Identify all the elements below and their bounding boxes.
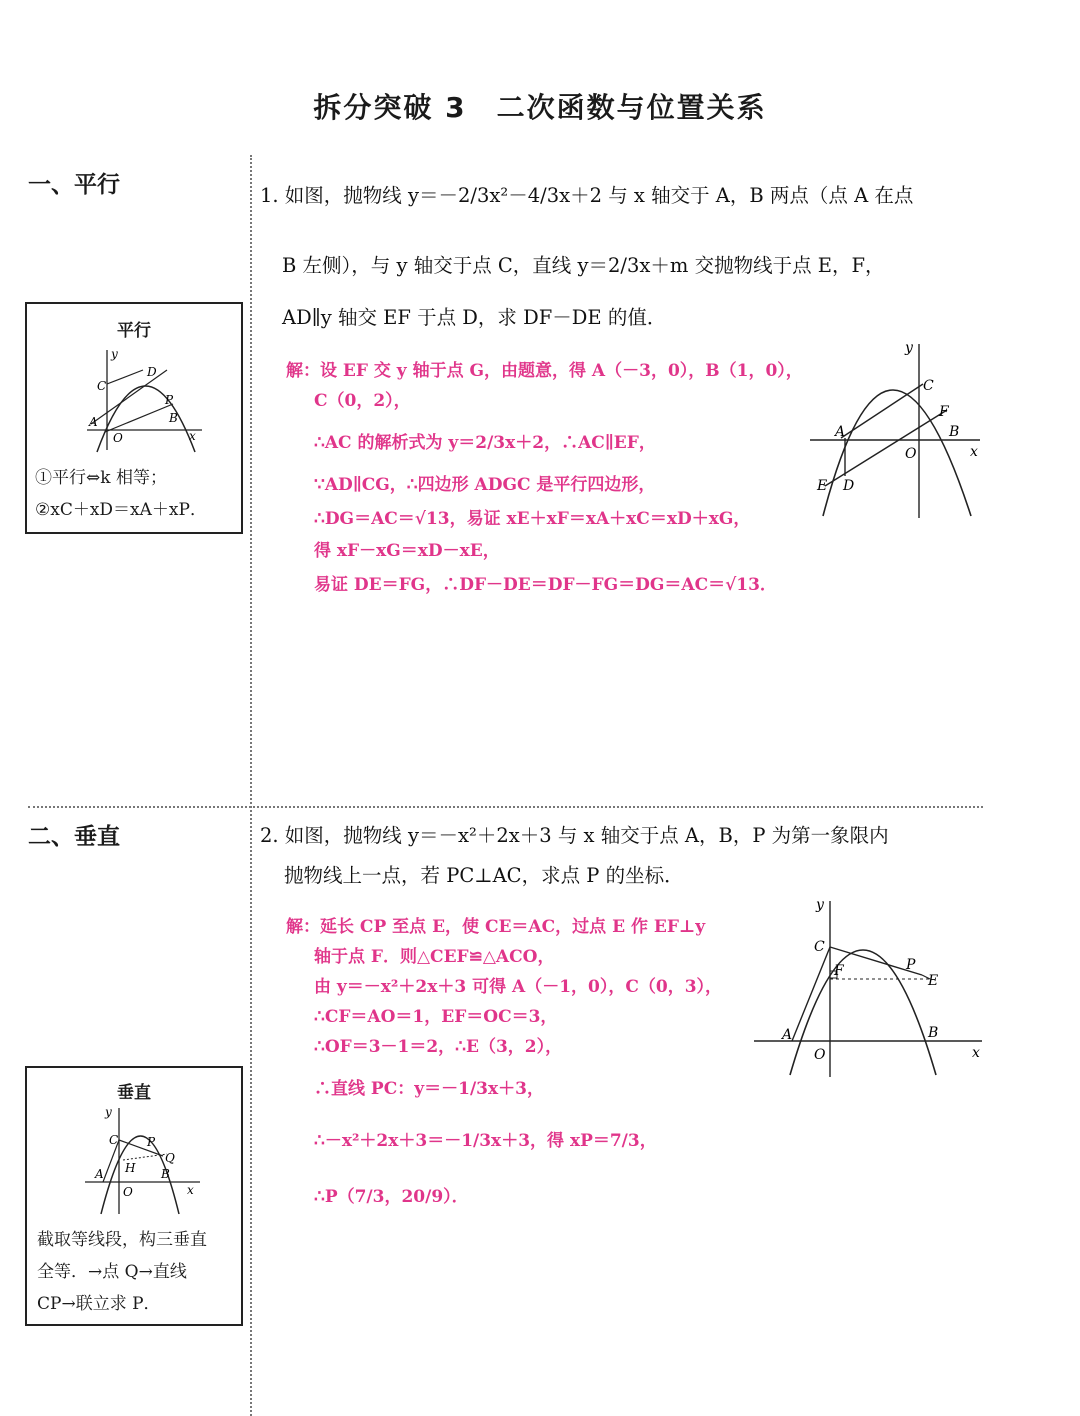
problem2-line2: 抛物线上一点，若 PC⊥AC，求点 P 的坐标． — [284, 864, 684, 887]
mini2-label-c: C — [109, 1133, 119, 1147]
fig2-label-o: O — [814, 1047, 826, 1063]
mini1-label-o: O — [113, 431, 123, 445]
mini1-label-d: D — [147, 365, 157, 379]
perpendicular-tip-line3: CP→联立求 P． — [37, 1294, 161, 1314]
fig2-label-y: y — [816, 897, 824, 913]
mini2-label-p: P — [147, 1135, 156, 1149]
problem2-figure — [750, 895, 990, 1080]
solution1-line1: 解：设 EF 交 y 轴于点 G，由题意，得 A（－3，0），B（1，0）， — [286, 361, 803, 381]
problem1-line3: AD∥y 轴交 EF 于点 D，求 DF－DE 的值． — [282, 306, 667, 329]
fig1-label-d: D — [843, 478, 855, 494]
mini2-label-a: A — [95, 1167, 104, 1181]
problem1-line2: B 左侧），与 y 轴交于点 C，直线 y＝2/3x＋m 交抛物线于点 E，F， — [282, 254, 885, 277]
solution2-line3: 由 y＝－x²＋2x＋3 可得 A（－1，0），C（0，3）， — [314, 977, 723, 997]
solution1-line2: C（0，2）， — [314, 391, 411, 411]
solution2-line6: ∴直线 PC：y＝－1/3x＋3， — [314, 1079, 544, 1099]
parallel-tip-line2: ②xC＋xD＝xA＋xP． — [35, 500, 207, 520]
problem1-line1: 1. 如图，抛物线 y＝－2/3x²－4/3x＋2 与 x 轴交于 A，B 两点（点 A 在点 — [260, 184, 914, 207]
solution2-line2: 轴于点 F．则△CEF≌△ACO， — [314, 947, 555, 967]
problem2-line1: 2. 如图，抛物线 y＝－x²＋2x＋3 与 x 轴交于点 A，B，P 为第一象限内 — [260, 824, 889, 847]
mini2-label-y: y — [105, 1105, 112, 1119]
fig2-label-f: F — [834, 963, 844, 979]
mini1-label-a: A — [89, 415, 98, 429]
solution2-line8: ∴P（7/3，20/9）． — [314, 1187, 469, 1207]
fig1-label-a: A — [835, 424, 846, 440]
mini1-label-y: y — [111, 347, 118, 361]
solution1-line7: 易证 DE＝FG，∴DF－DE＝DF－FG＝DG＝AC＝√13． — [314, 575, 777, 595]
solution1-line3: ∴AC 的解析式为 y＝2/3x＋2，∴AC∥EF， — [314, 433, 656, 453]
fig2-label-e: E — [928, 973, 939, 989]
fig1-label-x: x — [970, 444, 978, 460]
mini2-label-q: Q — [165, 1151, 175, 1165]
problem1-figure — [805, 338, 990, 523]
fig1-label-e: E — [817, 478, 828, 494]
mini2-label-o: O — [123, 1185, 133, 1199]
fig1-label-o: O — [905, 446, 917, 462]
perpendicular-tip-title: 垂直 — [117, 1083, 151, 1103]
column-divider — [250, 155, 252, 1416]
fig2-label-b: B — [928, 1025, 939, 1041]
mini2-label-h: H — [125, 1161, 136, 1175]
solution1-line6: 得 xF－xG＝xD－xE， — [314, 541, 500, 561]
mini1-label-p: P — [165, 393, 174, 407]
solution1-line4: ∵AD∥CG，∴四边形 ADGC 是平行四边形， — [314, 475, 656, 495]
solution2-line4: ∴CF＝AO＝1，EF＝OC＝3， — [314, 1007, 558, 1027]
section-divider — [28, 806, 983, 808]
solution2-line1: 解：延长 CP 至点 E，使 CE＝AC，过点 E 作 EF⊥y — [286, 917, 706, 937]
parallel-tip-box — [25, 302, 243, 534]
fig1-label-c: C — [923, 378, 934, 394]
solution1-line5: ∴DG＝AC＝√13，易证 xE＋xF＝xA＋xC＝xD＋xG， — [314, 509, 751, 529]
fig2-label-x: x — [972, 1045, 980, 1061]
fig2-label-a: A — [782, 1027, 793, 1043]
fig1-label-b: B — [949, 424, 960, 440]
mini1-label-x: x — [189, 429, 196, 443]
mini1-label-b: B — [169, 411, 178, 425]
fig2-label-c: C — [814, 939, 825, 955]
mini1-label-c: C — [97, 379, 107, 393]
page-title: 拆分突破 3 二次函数与位置关系 — [313, 91, 767, 124]
mini2-label-b: B — [161, 1167, 170, 1181]
mini2-label-x: x — [187, 1183, 194, 1197]
fig1-label-f: F — [939, 404, 949, 420]
parallel-tip-line1: ①平行⇔k 相等； — [35, 468, 167, 488]
solution2-line7: ∴－x²＋2x＋3＝－1/3x＋3，得 xP＝7/3， — [314, 1131, 657, 1151]
section1-heading: 一、平行 — [28, 172, 120, 198]
parallel-mini-figure — [77, 340, 207, 460]
perpendicular-tip-line1: 截取等线段，构三垂直 — [37, 1230, 207, 1250]
fig2-label-p: P — [906, 957, 916, 973]
fig1-label-y: y — [905, 340, 913, 356]
perpendicular-tip-box — [25, 1066, 243, 1326]
parallel-tip-title: 平行 — [117, 321, 151, 341]
perpendicular-tip-line2: 全等．→点 Q→直线 — [37, 1262, 187, 1282]
perpendicular-mini-figure — [75, 1102, 205, 1222]
section2-heading: 二、垂直 — [28, 824, 120, 850]
solution2-line5: ∴OF＝3－1＝2，∴E（3，2）， — [314, 1037, 563, 1057]
